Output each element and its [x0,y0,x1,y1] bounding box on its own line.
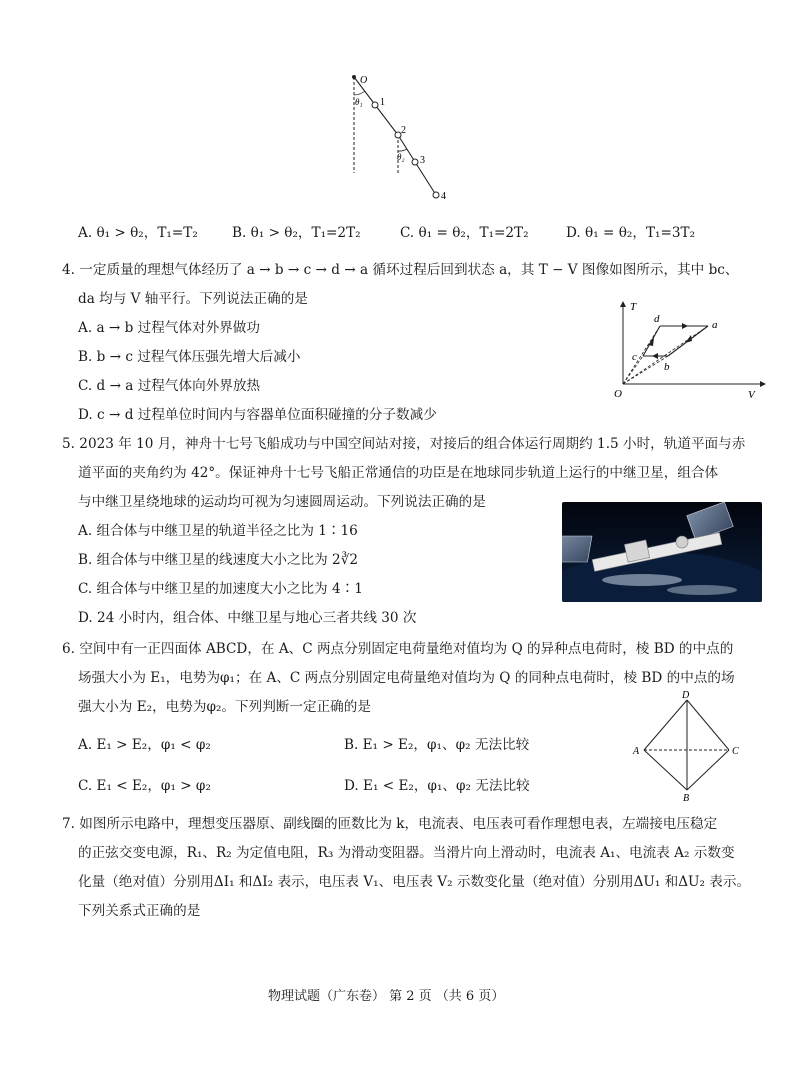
q7-stem-line3: 化量（绝对值）分别用ΔI₁ 和ΔI₂ 表示，电压表 V₁、电压表 V₂ 示数变化量（绝对值）分别用ΔU₁ 和ΔU₂ 表示。 [78,874,751,890]
q4-stem-line1: 4. 一定质量的理想气体经历了 a → b → c → d → a 循环过程后回到状态 a，其 T − V 图像如图所示，其中 bc、 [62,262,739,278]
label-theta2: θ₂ [397,152,405,162]
q5-option-a: A. 组合体与中继卫星的轨道半径之比为 1∶16 [78,523,358,539]
string-lower [398,135,436,195]
label-2: 2 [401,125,406,136]
label-a: a [712,319,718,331]
q5-stem-line3: 与中继卫星绕地球的运动均可视为匀速圆周运动。下列说法正确的是 [78,494,486,510]
angle-arc-2 [398,149,407,151]
label-a: A [633,746,640,757]
q3-option-c: C. θ₁ = θ₂，T₁=2T₂ [400,225,529,241]
label-b: b [664,361,670,373]
q5-option-b: B. 组合体与中继卫星的线速度大小之比为 2∛2 [78,552,359,568]
arrow-a-b [685,335,692,343]
label-d: D [682,690,690,701]
edge-cd [687,700,729,750]
q6-option-a: A. E₁ > E₂，φ₁ < φ₂ [78,737,211,753]
q6-stem-line2: 场强大小为 E₁，电势为φ₁；在 A、C 两点分别固定电荷量绝对值均为 Q 的同种点电荷时，棱 BD 的中点的场 [78,670,735,686]
q6-option-b: B. E₁ > E₂，φ₁、φ₂ 无法比较 [344,737,530,753]
q7-stem-line4: 下列关系式正确的是 [78,903,201,919]
edge-cb [687,750,729,790]
q3-option-b: B. θ₁ > θ₂，T₁=2T₂ [232,225,361,241]
label-o: O [360,75,368,86]
angle-arc-1 [354,91,365,95]
label-o: O [614,388,622,400]
q3-option-d: D. θ₁ = θ₂，T₁=3T₂ [566,225,696,241]
label-1: 1 [380,97,385,108]
q6-option-c: C. E₁ < E₂，φ₁ > φ₂ [78,778,211,794]
label-theta1: θ₁ [355,97,363,107]
page-footer: 物理试题（广东卷） 第 2 页 （共 6 页） [268,989,505,1004]
arrow-d-a [682,323,688,329]
label-t: T [630,301,637,313]
label-b: B [683,793,690,802]
ball-3 [412,159,418,165]
edge-ad [644,700,687,750]
q4-option-a: A. a → b 过程气体对外界做功 [78,320,260,336]
q4-option-c: C. d → a 过程气体向外界放热 [78,378,261,394]
solar-panel-left [562,536,592,562]
q5-option-d: D. 24 小时内，组合体、中继卫星与地心三者共线 30 次 [78,610,417,626]
q4-option-b: B. b → c 过程气体压强先增大后减小 [78,349,301,365]
tetrahedron-figure [632,690,747,802]
q4-stem-line2: da 均与 V 轴平行。下列说法正确的是 [78,291,308,307]
label-c: C [732,746,739,757]
q4-option-d: D. c → d 过程单位时间内与容器单位面积碰撞的分子数减少 [78,407,437,423]
space-station-photo [562,502,762,602]
label-d: d [654,313,660,325]
label-v: V [748,389,755,401]
label-c: c [632,351,637,363]
q6-stem-line1: 6. 空间中有一正四面体 ABCD，在 A、C 两点分别固定电荷量绝对值均为 Q 的异种点电荷时，棱 BD 的中点的 [62,641,734,657]
q5-stem-line2: 道平面的夹角约为 42°。保证神舟十七号飞船正常通信的功臣是在地球同步轨道上运行的中继卫星，组合体 [78,465,719,481]
q3-figure [330,65,460,210]
label-3: 3 [420,155,425,166]
label-4: 4 [441,191,446,202]
q5-stem-line1: 5. 2023 年 10 月，神舟十七号飞船成功与中国空间站对接，对接后的组合体运行周期约 1.5 小时，轨道平面与赤 [62,436,746,452]
q7-stem-line1: 7. 如图所示电路中，理想变压器原、副线圈的匝数比为 k，电流表、电压表可看作理想电表，左端接电压稳定 [62,816,718,832]
q4-tv-graph [608,298,768,403]
ball-4 [433,192,439,198]
q5-option-c: C. 组合体与中继卫星的加速度大小之比为 4∶1 [78,581,363,597]
q6-stem-line3: 强大小为 E₂，电势为φ₂。下列判断一定正确的是 [78,699,371,715]
edge-ab [644,750,687,790]
q6-option-d: D. E₁ < E₂，φ₁、φ₂ 无法比较 [344,778,530,794]
pivot-point [352,75,356,79]
arrow-c-d [648,338,654,346]
q7-stem-line2: 的正弦交变电源，R₁、R₂ 为定值电阻，R₃ 为滑动变阻器。当滑片向上滑动时，电流表 A₁、电流表 A₂ 示数变 [78,845,735,861]
q3-option-a: A. θ₁ > θ₂，T₁=T₂ [78,225,198,241]
ball-1 [372,102,378,108]
dashed-o-b [623,356,668,384]
arrow-b-c [652,353,658,359]
